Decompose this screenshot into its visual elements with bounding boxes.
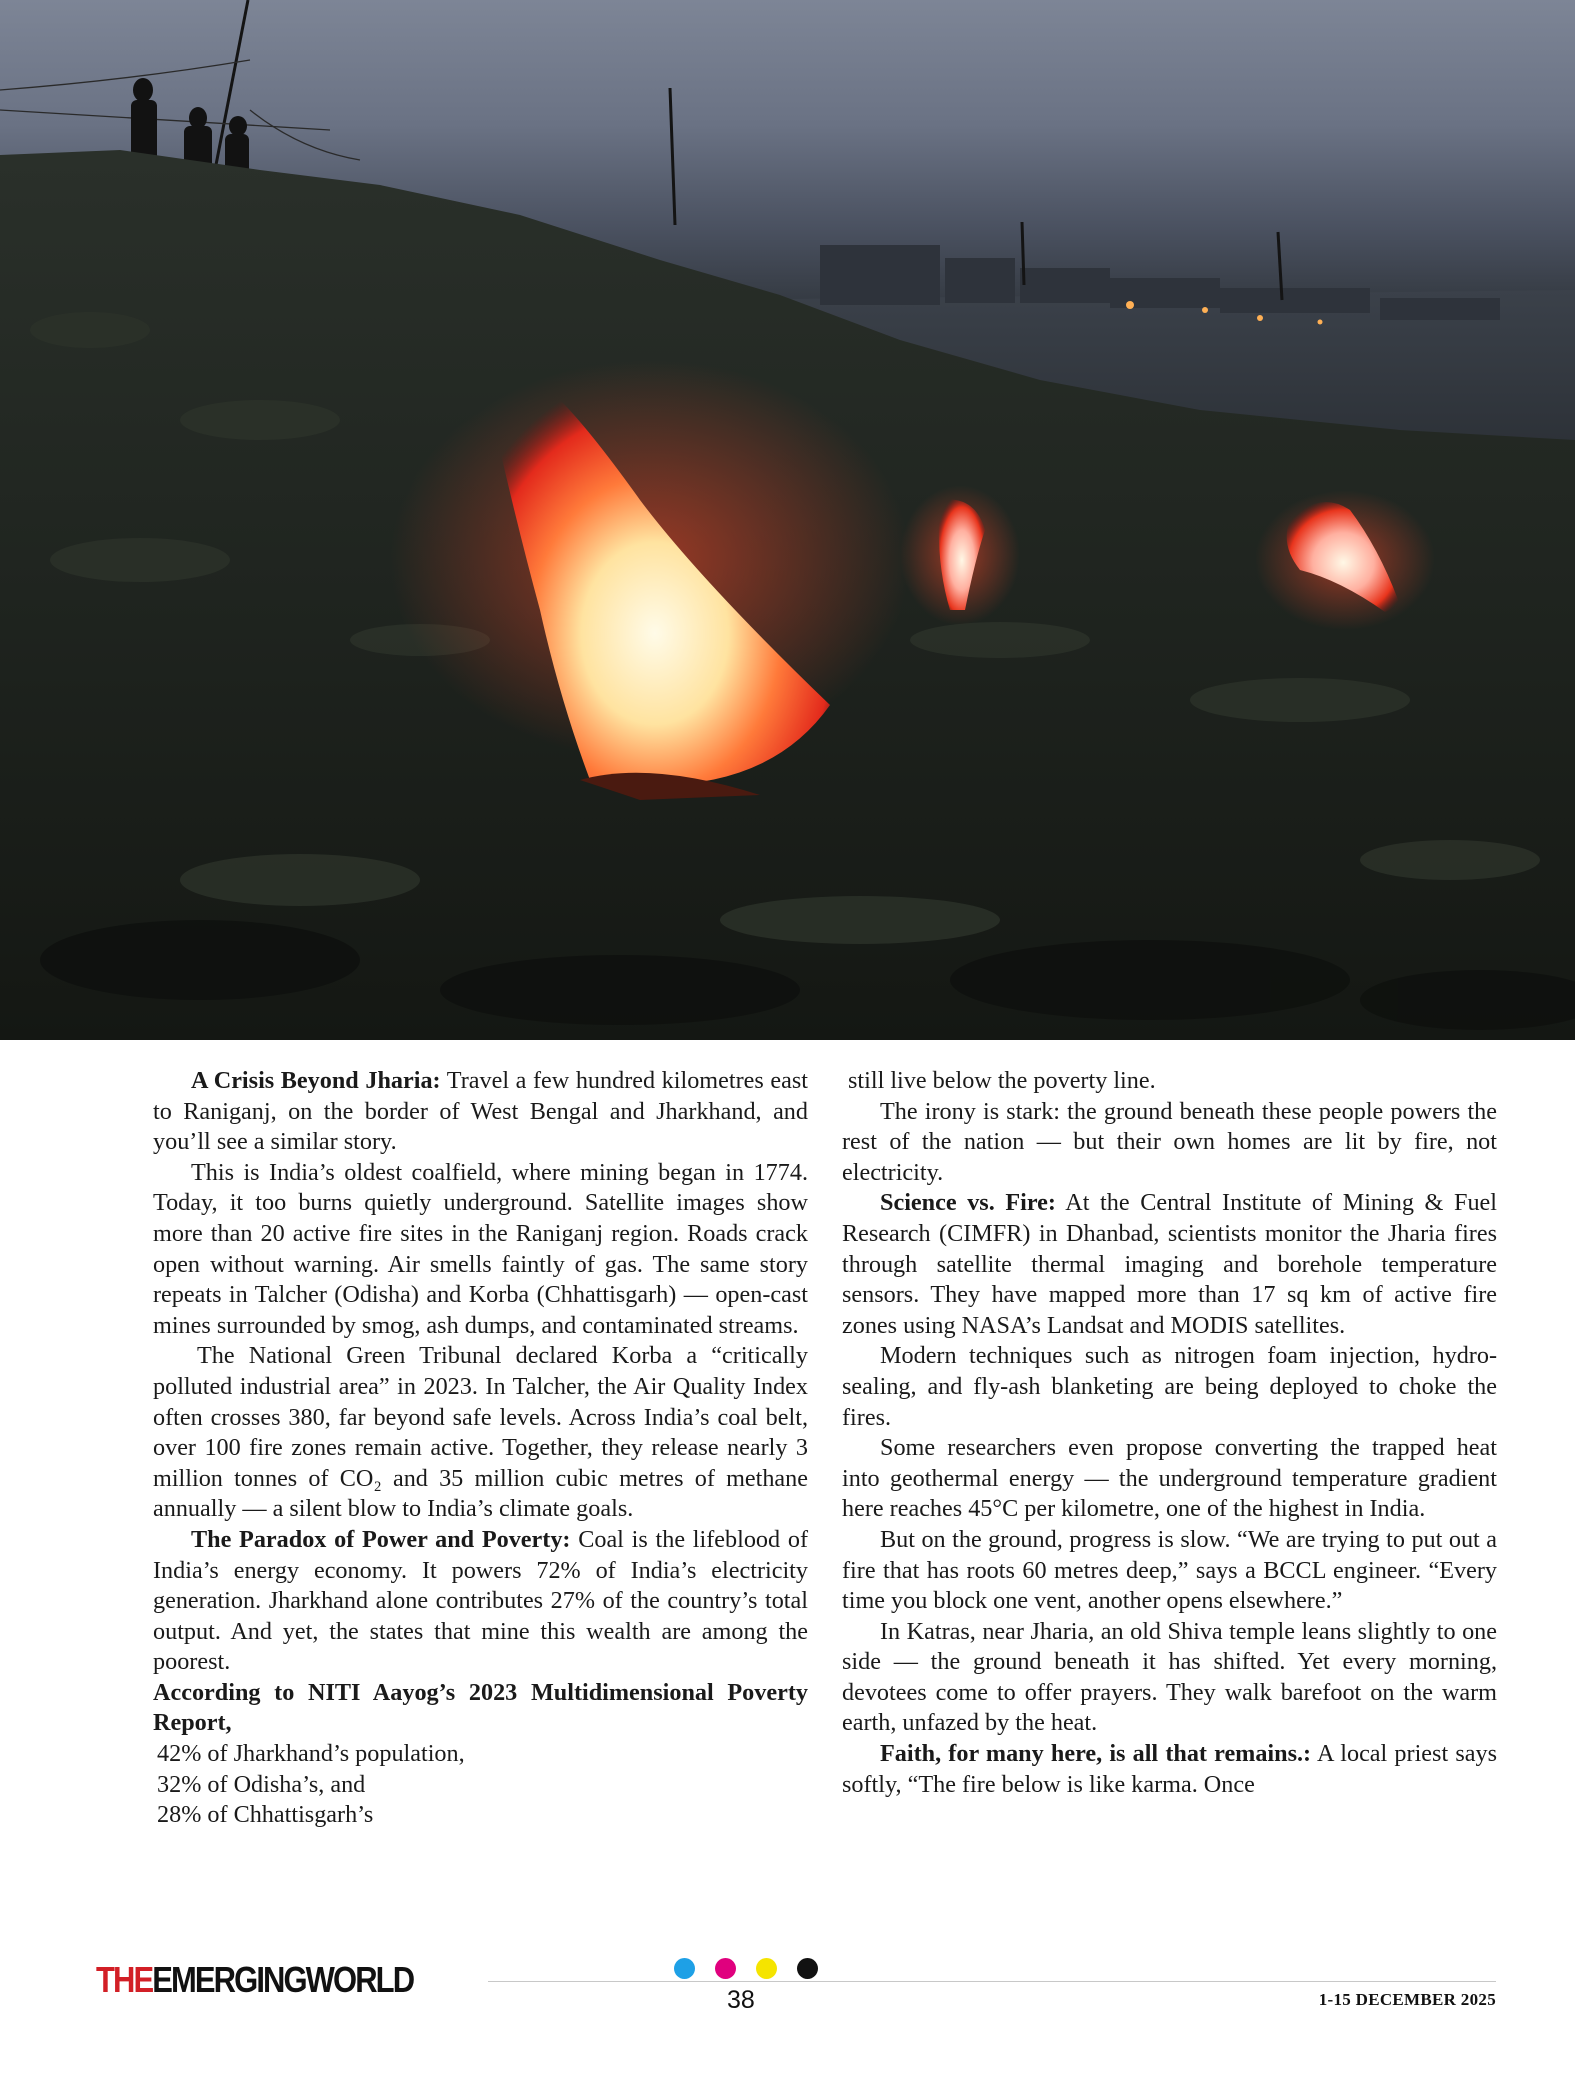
page-number: 38: [727, 1986, 755, 2014]
magenta-registration-dot-icon: [715, 1958, 736, 1979]
paragraph: [842, 1525, 1497, 1617]
paragraph: [153, 1341, 808, 1525]
paragraph-text: A local priest says softly, “The fire below is like karma. Once: [842, 1740, 1497, 1798]
magazine-logo: [96, 1960, 413, 2000]
yellow-registration-dot-icon: [756, 1958, 777, 1979]
article-right-column: [842, 1066, 1497, 1800]
paragraph: [153, 1158, 808, 1342]
paragraph: [842, 1617, 1497, 1739]
paragraph: [848, 1066, 1497, 1097]
black-registration-dot-icon: [797, 1958, 818, 1979]
paragraph-text: Some researchers even propose converting the trapped heat into geothermal energy — the underground temperature gradient here reaches 45°C per kilometre, one of the highest in India.: [842, 1434, 1497, 1523]
cyan-registration-dot-icon: [674, 1958, 695, 1979]
paragraph-text: At the Central Institute of Mining & Fuel Research (CIMFR) in Dhanbad, scientists monitor the Jharia fires through satellite thermal imaging and borehole temperature sensors. They have mapped more than 17 sq km of active fire zones using NASA’s Landsat and MODIS satellites.: [842, 1189, 1497, 1339]
paragraph-text: Travel a few hundred kilometres east to Raniganj, on the border of West Bengal and Jharkhand, and you’ll see a similar story.: [153, 1067, 808, 1156]
article-left-column: [153, 1066, 808, 1831]
paragraph: [842, 1188, 1497, 1341]
report-list-item: 42% of Jharkhand’s population,: [157, 1740, 465, 1768]
paragraph-lead: Science vs. Fire:: [880, 1189, 1056, 1217]
paragraph: [842, 1097, 1497, 1189]
logo-the: THE: [96, 1959, 153, 2000]
paragraph: [842, 1739, 1497, 1800]
paragraph-text: But on the ground, progress is slow. “We are trying to put out a fire that has roots 60 metres deep,” says a BCCL engineer. “Every time you block one vent, another opens elsewhere.”: [842, 1525, 1497, 1615]
footer-divider: [488, 1981, 1496, 1982]
paragraph: [153, 1525, 808, 1678]
report-list-item: 32% of Odisha’s, and: [157, 1770, 366, 1798]
paragraph-text: Coal is the lifeblood of India’s energy economy. It powers 72% of India’s electricity generation. Jharkhand alone contributes 27% of the country’s total output. And yet, the states that mine this wealth are among the poorest.: [153, 1525, 808, 1676]
paragraph-text: In Katras, near Jharia, an old Shiva temple leans slightly to one side — the ground beneath it has shifted. Yet every morning, devotees come to offer prayers. They walk barefoot on the warm earth, unfazed by the heat.: [842, 1617, 1497, 1737]
report-list-item: 28% of Chhattisgarh’s: [157, 1801, 374, 1829]
paragraph-lead: The Paradox of Power and Poverty:: [191, 1525, 571, 1553]
issue-date: 1-15 DECEMBER 2025: [1318, 1990, 1496, 2009]
logo-emerging-world: EMERGINGWORLD: [152, 1959, 414, 2000]
paragraph-text: still live below the poverty line.: [848, 1067, 1156, 1094]
paragraph-lead: A Crisis Beyond Jharia:: [191, 1067, 441, 1094]
report-heading: According to NITI Aayog’s 2023 Multidimensional Poverty Report,: [153, 1678, 808, 1737]
paragraph: [842, 1433, 1497, 1525]
paragraph: [842, 1341, 1497, 1433]
hero-photo: [0, 0, 1575, 1040]
coal-fire-landscape-photo: [0, 0, 1575, 1040]
paragraph-text: Modern techniques such as nitrogen foam injection, hydro-sealing, and fly-ash blanketing are being deployed to choke the fires.: [842, 1342, 1497, 1431]
paragraph-text: The National Green Tribunal declared Korba a “critically polluted industrial area” in 2023. In Talcher, the Air Quality Index often crosses 380, far beyond safe levels. Across India’s coal belt, over 100 fire zones remain active. Together, they release nearly 3 million tonnes of CO₂ and 35 million cubic metres of methane annually — a silent blow to India’s climate goals.: [153, 1342, 808, 1523]
paragraph-text: This is India’s oldest coalfield, where mining began in 1774. Today, it too burns quietly underground. Satellite images show more than 20 active fire sites in the Raniganj region. Roads crack open without warning. Air smells faintly of gas. The same story repeats in Talcher (Odisha) and Korba (Chhattisgarh) — open-cast mines surrounded by smog, ash dumps, and contaminated streams.: [153, 1158, 808, 1339]
paragraph: [153, 1066, 808, 1158]
paragraph-lead: Faith, for many here, is all that remains.:: [880, 1740, 1312, 1768]
paragraph-text: The irony is stark: the ground beneath these people powers the rest of the nation — but their own homes are lit by fire, not electricity.: [842, 1097, 1497, 1186]
